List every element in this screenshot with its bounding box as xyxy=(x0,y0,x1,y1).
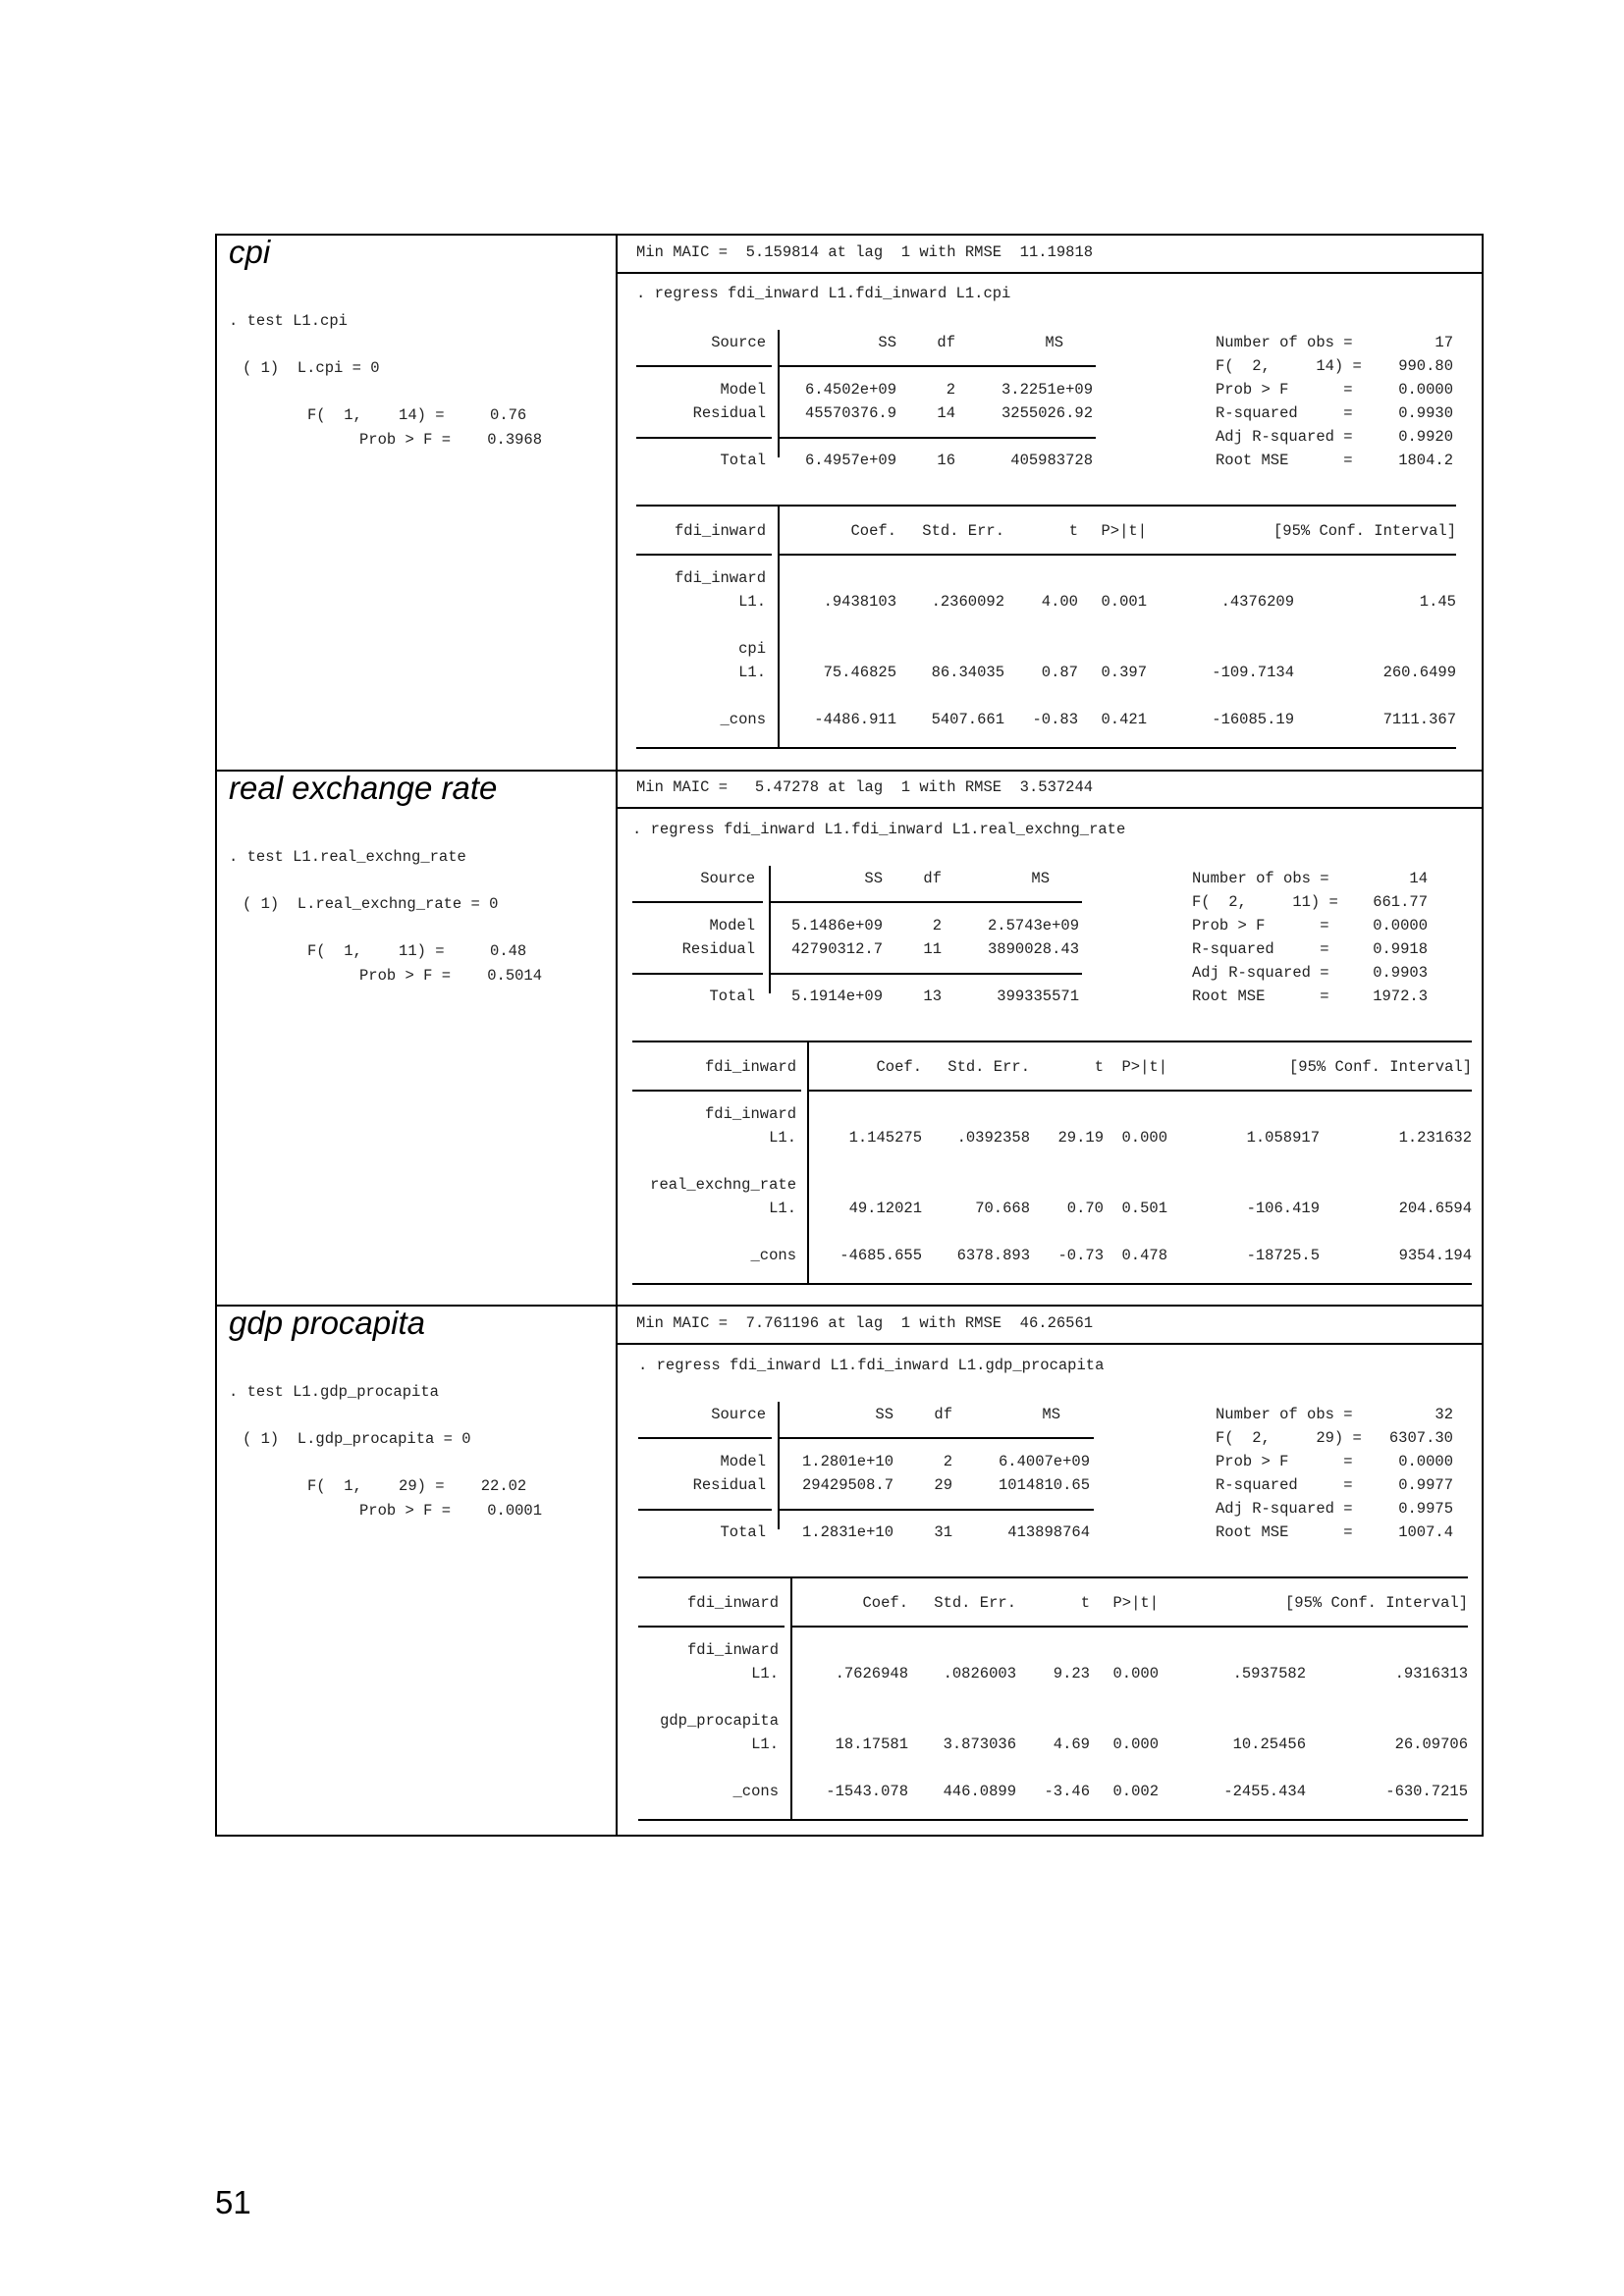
cons-ci-high: -630.7215 xyxy=(1385,1783,1468,1800)
coef-value: 18.17581 xyxy=(835,1735,908,1753)
anova-header-ss: SS xyxy=(864,870,883,887)
coef-header-coef: Coef. xyxy=(876,1058,922,1076)
rule xyxy=(636,554,772,556)
regression-output xyxy=(636,285,1461,756)
coef-var: fdi_inward xyxy=(686,1641,779,1659)
test-f-stat: F( 1, 29) = 22.02 xyxy=(307,1477,527,1495)
anova-total-df: 13 xyxy=(923,988,942,1005)
stat-value: 17 xyxy=(1435,334,1453,351)
coef-var: cpi xyxy=(738,640,766,658)
vrule xyxy=(790,1576,792,1820)
coef-p: 0.000 xyxy=(1112,1665,1159,1682)
stat-label: Root MSE = xyxy=(1216,1523,1353,1541)
rule xyxy=(780,437,1096,439)
coef-lag: L1. xyxy=(769,1129,796,1147)
rule xyxy=(636,365,772,367)
stat-label: Prob > F = xyxy=(1216,381,1353,399)
coef-ci-low: 10.25456 xyxy=(1232,1735,1306,1753)
stat-label: R-squared = xyxy=(1216,404,1353,422)
coef-var: fdi_inward xyxy=(704,1105,796,1123)
rule xyxy=(780,1509,1094,1511)
anova-df: 29 xyxy=(934,1476,952,1494)
coef-ci-low: .4376209 xyxy=(1220,593,1294,611)
row-divider xyxy=(616,1343,1484,1345)
coef-ci-high: 1.231632 xyxy=(1398,1129,1472,1147)
anova-ms: 3.2251e+09 xyxy=(1001,381,1093,399)
cons-ci-low: -2455.434 xyxy=(1223,1783,1306,1800)
test-command: . test L1.gdp_procapita xyxy=(229,1383,439,1401)
vrule xyxy=(778,505,780,748)
anova-ss: 29429508.7 xyxy=(801,1476,893,1494)
coef-header-se: Std. Err. xyxy=(947,1058,1030,1076)
stat-label: Root MSE = xyxy=(1216,452,1353,469)
anova-ms: 3255026.92 xyxy=(1001,404,1093,422)
anova-source: Model xyxy=(720,381,766,399)
coef-header-t: t xyxy=(1080,1594,1090,1612)
coef-p: 0.000 xyxy=(1121,1129,1167,1147)
stat-value: 0.0000 xyxy=(1398,1453,1453,1470)
anova-header-ss: SS xyxy=(875,1406,893,1423)
rule xyxy=(632,901,763,903)
test-command: . test L1.cpi xyxy=(229,312,348,330)
stat-value: 1804.2 xyxy=(1398,452,1453,469)
cons-t: -0.73 xyxy=(1057,1247,1104,1264)
anova-df: 11 xyxy=(923,940,942,958)
cons-var: _cons xyxy=(732,1783,779,1800)
stat-label: F( 2, 11) = xyxy=(1192,893,1338,911)
coef-t: 0.70 xyxy=(1066,1200,1104,1217)
rule xyxy=(638,1509,772,1511)
rule xyxy=(809,1090,1472,1092)
coef-se: 70.668 xyxy=(975,1200,1030,1217)
anova-total-source: Total xyxy=(709,988,755,1005)
rule xyxy=(792,1626,1468,1628)
stat-value: 0.9920 xyxy=(1398,428,1453,446)
stat-value: 0.9977 xyxy=(1398,1476,1453,1494)
anova-total-source: Total xyxy=(720,1523,766,1541)
test-constraint: ( 1) L.real_exchng_rate = 0 xyxy=(243,895,499,913)
stat-value: 6307.30 xyxy=(1388,1429,1453,1447)
cons-t: -3.46 xyxy=(1044,1783,1090,1800)
row-divider xyxy=(616,807,1484,809)
anova-ss: 6.4502e+09 xyxy=(804,381,896,399)
cons-se: 6378.893 xyxy=(956,1247,1030,1264)
rule xyxy=(638,1819,1468,1821)
stat-label: R-squared = xyxy=(1216,1476,1353,1494)
coef-p: 0.000 xyxy=(1112,1735,1159,1753)
rule xyxy=(632,1041,1472,1042)
anova-ss: 1.2801e+10 xyxy=(801,1453,893,1470)
stat-label: Number of obs = xyxy=(1216,1406,1353,1423)
rule xyxy=(771,901,1082,903)
anova-source: Residual xyxy=(692,1476,766,1494)
regression-output xyxy=(638,1357,1473,1828)
stat-value: 32 xyxy=(1435,1406,1453,1423)
stat-label: Number of obs = xyxy=(1192,870,1329,887)
coef-var: gdp_procapita xyxy=(660,1712,779,1730)
stat-label: Root MSE = xyxy=(1192,988,1329,1005)
cons-coef: -1543.078 xyxy=(826,1783,908,1800)
coef-header-p: P>|t| xyxy=(1121,1058,1167,1076)
column-divider xyxy=(616,234,618,1837)
anova-total-ms: 413898764 xyxy=(1007,1523,1090,1541)
stat-value: 1972.3 xyxy=(1373,988,1428,1005)
coef-value: 49.12021 xyxy=(848,1200,922,1217)
rule xyxy=(638,1437,772,1439)
anova-ss: 5.1486e+09 xyxy=(790,917,883,934)
maic-line: Min MAIC = 7.761196 at lag 1 with RMSE 46.26561 xyxy=(636,1314,1094,1332)
variable-title: gdp procapita xyxy=(229,1305,425,1341)
anova-ms: 1014810.65 xyxy=(998,1476,1090,1494)
cons-ci-high: 7111.367 xyxy=(1382,711,1456,728)
coef-lag: L1. xyxy=(769,1200,796,1217)
rule xyxy=(632,1090,801,1092)
anova-total-df: 31 xyxy=(934,1523,952,1541)
coef-se: 86.34035 xyxy=(931,664,1004,681)
cons-p: 0.002 xyxy=(1112,1783,1159,1800)
anova-header-ms: MS xyxy=(1031,870,1050,887)
coef-se: .0826003 xyxy=(943,1665,1016,1682)
anova-total-ss: 1.2831e+10 xyxy=(801,1523,893,1541)
coef-header-ci: [95% Conf. Interval] xyxy=(1284,1594,1468,1612)
coef-value: 75.46825 xyxy=(823,664,896,681)
vrule xyxy=(778,330,780,457)
regress-command: . regress fdi_inward L1.fdi_inward L1.real_exchng_rate xyxy=(632,821,1126,838)
cons-ci-low: -16085.19 xyxy=(1212,711,1294,728)
anova-source: Model xyxy=(709,917,755,934)
test-prob: Prob > F = 0.0001 xyxy=(359,1502,543,1520)
vrule xyxy=(778,1402,780,1529)
coef-lag: L1. xyxy=(738,593,766,611)
rule xyxy=(780,1437,1094,1439)
coef-header-t: t xyxy=(1068,522,1078,540)
stat-label: Adj R-squared = xyxy=(1216,1500,1353,1518)
cons-p: 0.421 xyxy=(1101,711,1147,728)
anova-header-source: Source xyxy=(700,870,755,887)
stat-value: 990.80 xyxy=(1398,357,1453,375)
coef-header-se: Std. Err. xyxy=(934,1594,1016,1612)
regression-output xyxy=(632,821,1477,1292)
rule xyxy=(771,973,1082,975)
variable-title: cpi xyxy=(229,234,271,270)
coef-header-coef: Coef. xyxy=(850,522,896,540)
vrule xyxy=(807,1041,809,1284)
maic-line: Min MAIC = 5.47278 at lag 1 with RMSE 3.537244 xyxy=(636,778,1094,796)
regress-command: . regress fdi_inward L1.fdi_inward L1.cpi xyxy=(636,285,1011,302)
anova-header-df: df xyxy=(923,870,942,887)
coef-ci-high: 1.45 xyxy=(1419,593,1456,611)
anova-source: Residual xyxy=(692,404,766,422)
coef-se: .0392358 xyxy=(956,1129,1030,1147)
stat-label: Prob > F = xyxy=(1216,1453,1353,1470)
rule xyxy=(780,554,1456,556)
anova-total-source: Total xyxy=(720,452,766,469)
stat-label: Adj R-squared = xyxy=(1192,964,1329,982)
rule xyxy=(636,437,772,439)
stat-label: F( 2, 14) = xyxy=(1216,357,1362,375)
test-f-stat: F( 1, 14) = 0.76 xyxy=(307,406,527,424)
anova-ms: 3890028.43 xyxy=(987,940,1079,958)
rule xyxy=(638,1576,1468,1578)
coef-ci-high: 204.6594 xyxy=(1398,1200,1472,1217)
rule xyxy=(636,747,1456,749)
stat-value: 1007.4 xyxy=(1398,1523,1453,1541)
coef-value: .7626948 xyxy=(835,1665,908,1682)
cons-se: 446.0899 xyxy=(943,1783,1016,1800)
test-command: . test L1.real_exchng_rate xyxy=(229,848,466,866)
anova-df: 2 xyxy=(943,1453,952,1470)
stat-label: F( 2, 29) = xyxy=(1216,1429,1362,1447)
coef-ci-low: .5937582 xyxy=(1232,1665,1306,1682)
stat-value: 14 xyxy=(1409,870,1428,887)
anova-header-ms: MS xyxy=(1042,1406,1060,1423)
coef-header-depvar: fdi_inward xyxy=(704,1058,796,1076)
stat-label: R-squared = xyxy=(1192,940,1329,958)
page-number: 51 xyxy=(215,2184,251,2220)
stat-label: Number of obs = xyxy=(1216,334,1353,351)
anova-df: 2 xyxy=(946,381,955,399)
coef-value: 1.145275 xyxy=(848,1129,922,1147)
stat-value: 0.9903 xyxy=(1373,964,1428,982)
coef-lag: L1. xyxy=(751,1735,779,1753)
stat-value: 0.0000 xyxy=(1373,917,1428,934)
coef-p: 0.397 xyxy=(1101,664,1147,681)
coef-header-coef: Coef. xyxy=(862,1594,908,1612)
coef-ci-low: -109.7134 xyxy=(1212,664,1294,681)
anova-header-source: Source xyxy=(711,334,766,351)
anova-total-ms: 399335571 xyxy=(997,988,1079,1005)
test-constraint: ( 1) L.cpi = 0 xyxy=(243,359,380,377)
coef-header-ci: [95% Conf. Interval] xyxy=(1272,522,1456,540)
anova-header-source: Source xyxy=(711,1406,766,1423)
anova-ss: 42790312.7 xyxy=(790,940,883,958)
anova-df: 14 xyxy=(937,404,955,422)
stat-value: 0.9930 xyxy=(1398,404,1453,422)
cons-var: _cons xyxy=(720,711,766,728)
anova-header-df: df xyxy=(937,334,955,351)
anova-total-ms: 405983728 xyxy=(1010,452,1093,469)
cons-coef: -4486.911 xyxy=(814,711,896,728)
cons-ci-high: 9354.194 xyxy=(1398,1247,1472,1264)
coef-ci-high: 26.09706 xyxy=(1394,1735,1468,1753)
coef-t: 9.23 xyxy=(1053,1665,1090,1682)
test-f-stat: F( 1, 11) = 0.48 xyxy=(307,942,527,960)
stat-value: 0.0000 xyxy=(1398,381,1453,399)
coef-p: 0.501 xyxy=(1121,1200,1167,1217)
anova-df: 2 xyxy=(932,917,942,934)
anova-source: Residual xyxy=(681,940,755,958)
coef-header-depvar: fdi_inward xyxy=(674,522,766,540)
anova-header-df: df xyxy=(934,1406,952,1423)
coef-lag: L1. xyxy=(738,664,766,681)
coef-ci-high: 260.6499 xyxy=(1382,664,1456,681)
cons-var: _cons xyxy=(750,1247,796,1264)
coef-ci-high: .9316313 xyxy=(1394,1665,1468,1682)
anova-source: Model xyxy=(720,1453,766,1470)
coef-header-se: Std. Err. xyxy=(922,522,1004,540)
rule xyxy=(632,973,763,975)
coef-header-depvar: fdi_inward xyxy=(686,1594,779,1612)
anova-total-df: 16 xyxy=(937,452,955,469)
maic-line: Min MAIC = 5.159814 at lag 1 with RMSE 11.19818 xyxy=(636,243,1094,261)
coef-ci-low: 1.058917 xyxy=(1246,1129,1320,1147)
coef-se: 3.873036 xyxy=(943,1735,1016,1753)
cons-t: -0.83 xyxy=(1032,711,1078,728)
rule xyxy=(638,1626,785,1628)
variable-title: real exchange rate xyxy=(229,770,498,806)
rule xyxy=(780,365,1096,367)
coef-header-ci: [95% Conf. Interval] xyxy=(1288,1058,1472,1076)
anova-ms: 6.4007e+09 xyxy=(998,1453,1090,1470)
test-prob: Prob > F = 0.5014 xyxy=(359,967,543,985)
cons-se: 5407.661 xyxy=(931,711,1004,728)
stat-label: Prob > F = xyxy=(1192,917,1329,934)
cons-p: 0.478 xyxy=(1121,1247,1167,1264)
coef-var: fdi_inward xyxy=(674,569,766,587)
stat-value: 661.77 xyxy=(1373,893,1428,911)
cons-ci-low: -18725.5 xyxy=(1246,1247,1320,1264)
anova-total-ss: 5.1914e+09 xyxy=(790,988,883,1005)
test-constraint: ( 1) L.gdp_procapita = 0 xyxy=(243,1430,471,1448)
coef-t: 29.19 xyxy=(1057,1129,1104,1147)
coef-se: .2360092 xyxy=(931,593,1004,611)
coef-t: 0.87 xyxy=(1041,664,1078,681)
coef-lag: L1. xyxy=(751,1665,779,1682)
coef-p: 0.001 xyxy=(1101,593,1147,611)
coef-var: real_exchng_rate xyxy=(650,1176,796,1194)
vrule xyxy=(769,866,771,993)
coef-header-t: t xyxy=(1094,1058,1104,1076)
stat-label: Adj R-squared = xyxy=(1216,428,1353,446)
test-prob: Prob > F = 0.3968 xyxy=(359,431,543,449)
stat-value: 0.9975 xyxy=(1398,1500,1453,1518)
coef-ci-low: -106.419 xyxy=(1246,1200,1320,1217)
coef-header-p: P>|t| xyxy=(1112,1594,1159,1612)
coef-t: 4.69 xyxy=(1053,1735,1090,1753)
cons-coef: -4685.655 xyxy=(839,1247,922,1264)
row-divider xyxy=(616,272,1484,274)
regress-command: . regress fdi_inward L1.fdi_inward L1.gdp_procapita xyxy=(638,1357,1105,1374)
coef-value: .9438103 xyxy=(823,593,896,611)
rule xyxy=(636,505,1456,507)
coef-header-p: P>|t| xyxy=(1101,522,1147,540)
rule xyxy=(632,1283,1472,1285)
coef-t: 4.00 xyxy=(1041,593,1078,611)
anova-total-ss: 6.4957e+09 xyxy=(804,452,896,469)
anova-ms: 2.5743e+09 xyxy=(987,917,1079,934)
anova-header-ms: MS xyxy=(1045,334,1063,351)
stat-value: 0.9918 xyxy=(1373,940,1428,958)
anova-ss: 45570376.9 xyxy=(804,404,896,422)
anova-header-ss: SS xyxy=(878,334,896,351)
